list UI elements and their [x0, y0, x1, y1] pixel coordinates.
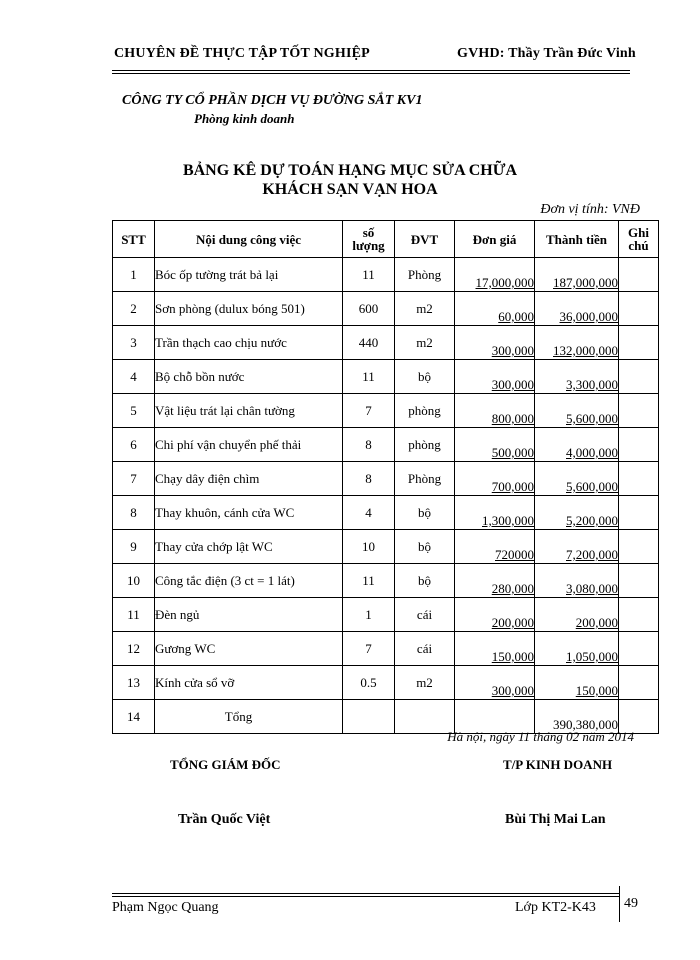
table-row [113, 326, 659, 360]
col-amount: Thành tiền [535, 221, 619, 258]
table-row [113, 258, 659, 292]
table-row [113, 462, 659, 496]
row-qty: 11 [343, 360, 395, 394]
col-unit: ĐVT [395, 221, 455, 258]
right-signer-title: T/P KINH DOANH [503, 757, 613, 772]
department-name: Phòng kinh doanh [194, 111, 295, 126]
col-qty-top: số [362, 225, 375, 240]
row-note [619, 462, 659, 496]
table-row [113, 564, 659, 598]
row-qty: 10 [343, 530, 395, 564]
row-amount: 5,200,000 [535, 496, 619, 530]
table-row [113, 530, 659, 564]
row-qty: 0.5 [343, 666, 395, 700]
row-qty: 7 [343, 394, 395, 428]
row-stt: 12 [113, 632, 155, 666]
total-stt: 14 [113, 700, 155, 734]
row-stt: 13 [113, 666, 155, 700]
footer-author: Phạm Ngọc Quang [112, 900, 219, 915]
row-amount: 5,600,000 [535, 462, 619, 496]
row-unit: m2 [395, 292, 455, 326]
row-amount: 1,050,000 [535, 632, 619, 666]
row-amount: 36,000,000 [535, 292, 619, 326]
row-qty: 1 [343, 598, 395, 632]
row-stt: 7 [113, 462, 155, 496]
row-stt: 1 [113, 258, 155, 292]
row-price: 280,000 [455, 564, 535, 598]
signing-date: Hà nội, ngày 11 tháng 02 năm 2014 [447, 729, 634, 744]
row-note [619, 632, 659, 666]
row-note [619, 428, 659, 462]
total-qty [343, 700, 395, 734]
row-note [619, 292, 659, 326]
table-row [113, 292, 659, 326]
row-unit: Phòng [395, 462, 455, 496]
row-amount: 4,000,000 [535, 428, 619, 462]
header-right: GVHD: Thầy Trần Đức Vinh [457, 46, 636, 61]
row-qty: 4 [343, 496, 395, 530]
row-amount: 200,000 [535, 598, 619, 632]
total-label: Tổng [155, 700, 343, 734]
row-price: 150,000 [455, 632, 535, 666]
left-signer-title: TỔNG GIÁM ĐỐC [170, 757, 281, 772]
row-price: 1,300,000 [455, 496, 535, 530]
row-unit: phòng [395, 394, 455, 428]
row-content: Sơn phòng (dulux bóng 501) [155, 292, 343, 326]
row-note [619, 496, 659, 530]
row-content: Đèn ngủ [155, 598, 343, 632]
row-price: 60,000 [455, 292, 535, 326]
row-price: 200,000 [455, 598, 535, 632]
header-divider [112, 70, 630, 74]
row-price: 720000 [455, 530, 535, 564]
row-unit: cái [395, 598, 455, 632]
row-amount: 3,080,000 [535, 564, 619, 598]
row-note [619, 394, 659, 428]
row-amount: 5,600,000 [535, 394, 619, 428]
row-content: Chạy dây điện chìm [155, 462, 343, 496]
row-unit: bộ [395, 496, 455, 530]
table-header-row [113, 221, 659, 258]
currency-unit: Đơn vị tính: VNĐ [540, 202, 640, 217]
row-amount: 132,000,000 [535, 326, 619, 360]
company-name: CÔNG TY CỔ PHẦN DỊCH VỤ ĐƯỜNG SẮT KV1 [122, 93, 423, 108]
table-row [113, 598, 659, 632]
row-qty: 8 [343, 428, 395, 462]
row-qty: 8 [343, 462, 395, 496]
row-stt: 5 [113, 394, 155, 428]
left-signer-name: Trần Quốc Việt [178, 812, 271, 827]
page-number: 49 [624, 896, 638, 911]
row-amount: 150,000 [535, 666, 619, 700]
col-note [619, 221, 659, 258]
row-amount: 7,200,000 [535, 530, 619, 564]
row-amount: 3,300,000 [535, 360, 619, 394]
row-content: Thay khuôn, cánh cửa WC [155, 496, 343, 530]
table-row [113, 428, 659, 462]
header-left: CHUYÊN ĐỀ THỰC TẬP TỐT NGHIỆP [114, 46, 370, 61]
row-unit: cái [395, 632, 455, 666]
row-stt: 3 [113, 326, 155, 360]
row-stt: 10 [113, 564, 155, 598]
row-stt: 2 [113, 292, 155, 326]
footer-class: Lớp KT2-K43 [515, 900, 596, 915]
row-qty: 11 [343, 564, 395, 598]
row-qty: 440 [343, 326, 395, 360]
row-price: 300,000 [455, 326, 535, 360]
row-price: 300,000 [455, 666, 535, 700]
row-price: 500,000 [455, 428, 535, 462]
estimate-table [112, 220, 659, 734]
row-content: Vật liệu trát lại chân tường [155, 394, 343, 428]
row-content: Gương WC [155, 632, 343, 666]
row-content: Chi phí vận chuyển phế thải [155, 428, 343, 462]
row-note [619, 360, 659, 394]
row-note [619, 564, 659, 598]
table-row [113, 666, 659, 700]
col-stt: STT [113, 221, 155, 258]
col-qty-bottom: lượng [352, 238, 385, 253]
row-qty: 11 [343, 258, 395, 292]
row-note [619, 326, 659, 360]
col-note-bottom: chú [628, 238, 649, 253]
row-unit: bộ [395, 530, 455, 564]
table-row [113, 360, 659, 394]
table-row [113, 632, 659, 666]
row-stt: 6 [113, 428, 155, 462]
table-row [113, 496, 659, 530]
col-price: Đơn giá [455, 221, 535, 258]
doc-title-line1: BẢNG KÊ DỰ TOÁN HẠNG MỤC SỬA CHỮA [182, 162, 518, 179]
col-content: Nội dung công việc [155, 221, 343, 258]
row-unit: Phòng [395, 258, 455, 292]
total-unit [395, 700, 455, 734]
row-note [619, 258, 659, 292]
row-content: Bóc ốp tường trát bả lại [155, 258, 343, 292]
row-stt: 8 [113, 496, 155, 530]
col-qty [343, 221, 395, 258]
row-qty: 600 [343, 292, 395, 326]
footer-vertical-rule [619, 886, 620, 922]
row-unit: bộ [395, 360, 455, 394]
col-note-top: Ghi [628, 225, 649, 240]
row-content: Thay cửa chớp lật WC [155, 530, 343, 564]
row-price: 17,000,000 [455, 258, 535, 292]
row-price: 700,000 [455, 462, 535, 496]
row-note [619, 666, 659, 700]
row-unit: m2 [395, 666, 455, 700]
row-unit: m2 [395, 326, 455, 360]
right-signer-name: Bùi Thị Mai Lan [505, 812, 606, 827]
row-unit: bộ [395, 564, 455, 598]
row-stt: 4 [113, 360, 155, 394]
row-content: Trần thạch cao chịu nước [155, 326, 343, 360]
row-stt: 11 [113, 598, 155, 632]
row-price: 300,000 [455, 360, 535, 394]
row-stt: 9 [113, 530, 155, 564]
row-amount: 187,000,000 [535, 258, 619, 292]
total-amount: 390,380,000 [535, 700, 619, 734]
table-row [113, 394, 659, 428]
row-content: Bộ chỗ bồn nước [155, 360, 343, 394]
footer-divider [112, 893, 620, 897]
row-content: Công tắc điện (3 ct = 1 lát) [155, 564, 343, 598]
row-unit: phòng [395, 428, 455, 462]
row-price: 800,000 [455, 394, 535, 428]
row-note [619, 530, 659, 564]
doc-title-line2: KHÁCH SẠN VẠN HOA [262, 181, 438, 198]
row-content: Kính cửa sổ vỡ [155, 666, 343, 700]
row-note [619, 598, 659, 632]
row-qty: 7 [343, 632, 395, 666]
